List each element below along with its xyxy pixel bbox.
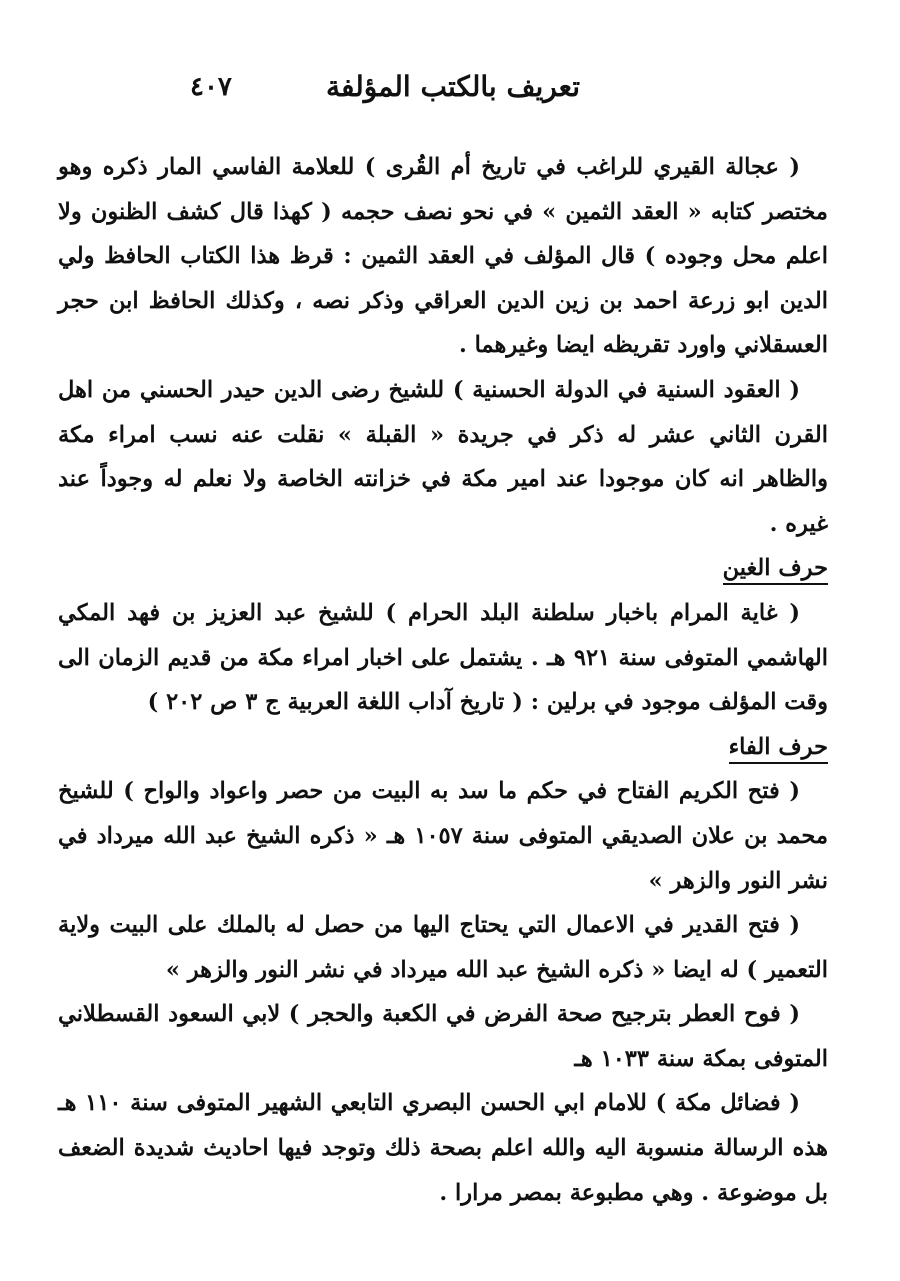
- entry-paragraph: ( فتح الكريم الفتاح في حكم ما سد به البيت من حصر واعواد والواح ) للشيخ محمد بن علان الصديقي المتوفى سنة ١٠٥٧ هـ « ذكره الشيخ عبد الله ميرداد في نشر النور والزهر »: [58, 778, 828, 894]
- section-heading: [58, 725, 828, 770]
- entry-paragraph: ( غاية المرام باخبار سلطنة البلد الحرام ) للشيخ عبد العزيز بن فهد المكي الهاشمي المتوفى سنة ٩٢١ هـ . يشتمل على اخبار امراء مكة من قديم الزمان الى وقت المؤلف موجود في برلين : ( تاريخ آداب اللغة العربية ج ٣ ص ٢٠٢ ): [58, 599, 828, 716]
- entry-paragraph: ( عجالة القيري للراغب في تاريخ أم القُرى ) للعلامة الفاسي المار ذكره وهو مختصر كتابه « العقد الثمين » في نحو نصف حجمه ( كهذا قال كشف الظنون ولا اعلم محل وجوده ) قال المؤلف في العقد الثمين : قرظ هذا الكتاب الحافظ ولي الدين ابو زرعة احمد بن زين الدين العراقي وذكر نصه ، وكذلك الحافظ ابن حجر العسقلاني واورد تقريظه ايضا وغيرهما .: [58, 154, 828, 359]
- entry-paragraph: ( فتح القدير في الاعمال التي يحتاج اليها من حصل له بالملك على البيت ولاية التعمير ) له ايضا « ذكره الشيخ عبد الله ميرداد في نشر النور والزهر »: [58, 912, 828, 983]
- page-number: ٤٠٧: [190, 72, 232, 102]
- section-heading-text: حرف الغين: [723, 555, 828, 585]
- section-heading-text: حرف الفاء: [729, 734, 828, 764]
- entry-paragraph: ( فضائل مكة ) للامام ابي الحسن البصري التابعي الشهير المتوفى سنة ١١٠ هـ هذه الرسالة منسوبة اليه والله اعلم بصحة ذلك وتوجد فيها احاديث شديدة الضعف بل موضوعة . وهي مطبوعة بمصر مرارا .: [58, 1090, 828, 1206]
- section-heading: [58, 546, 828, 591]
- page-header: [180, 66, 780, 116]
- page-body: [58, 145, 828, 1215]
- running-title: تعريف بالكتب المؤلفة: [326, 70, 580, 103]
- entry-paragraph: ( فوح العطر بترجيح صحة الفرض في الكعبة والحجر ) لابي السعود القسطلاني المتوفى بمكة سنة ١٠٣٣ هـ: [58, 1001, 828, 1072]
- entry-paragraph: ( العقود السنية في الدولة الحسنية ) للشيخ رضى الدين حيدر الحسني من اهل القرن الثاني عشر له ذكر في جريدة « القبلة » نقلت عنه نسب امراء مكة والظاهر انه كان موجودا عند امير مكة في خزانته الخاصة ولا نعلم له وجوداً عند غيره .: [58, 376, 828, 537]
